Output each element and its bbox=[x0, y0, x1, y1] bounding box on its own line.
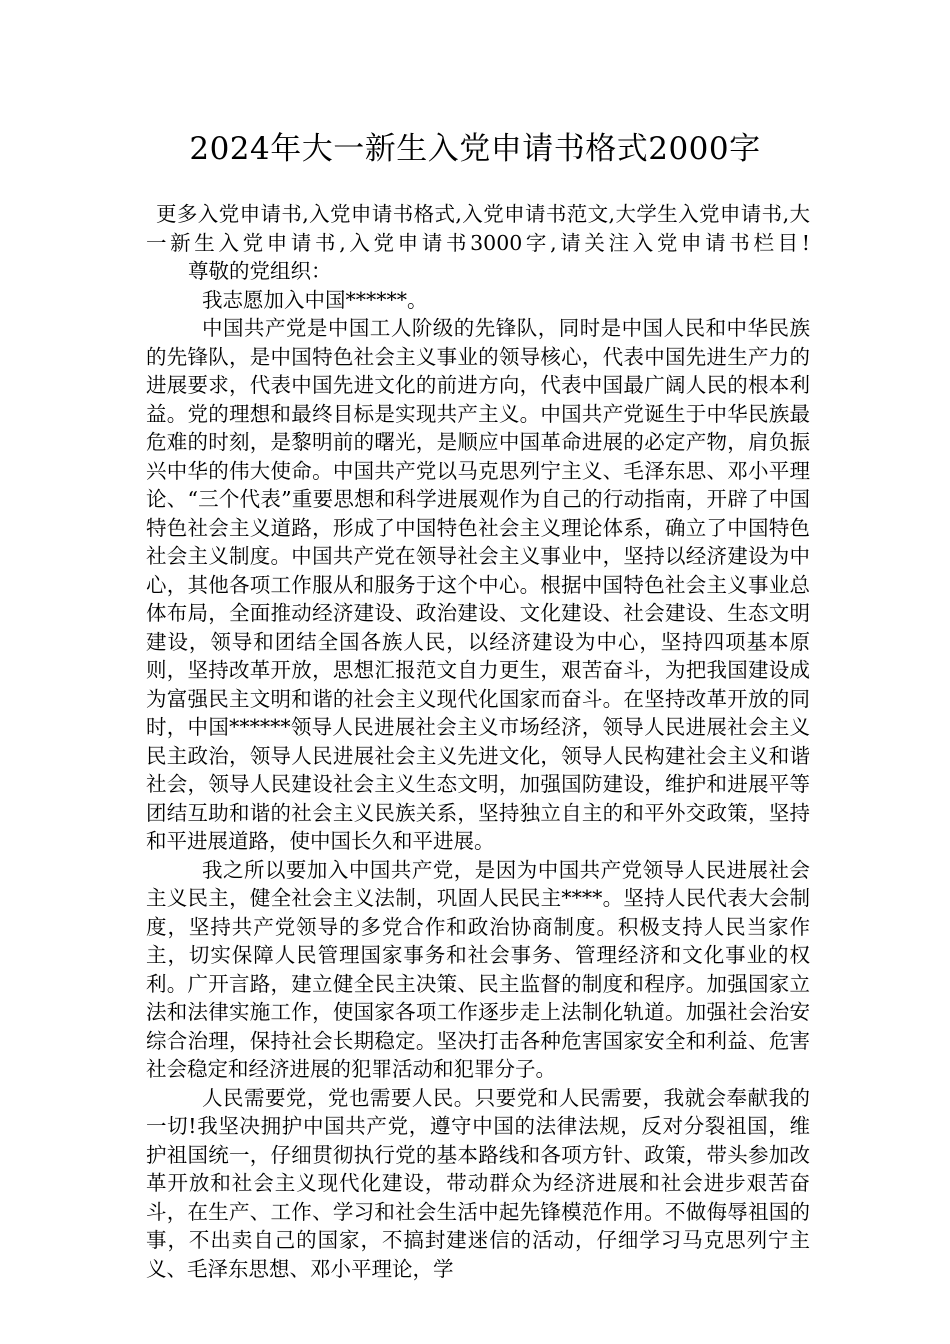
paragraph-3: 我之所以要加入中国共产党，是因为中国共产党领导人民进展社会主义民主，健全社会主义法制，巩固人民民主****。坚持人民代表大会制度，坚持共产党领导的多党合作和政治协商制度。积极支持人民当家作主，切实保障人民管理国家事务和社会事务、管理经济和文化事业的权利。广开言路，建立健全民主决策、民主监督的制度和程序。加强国家立法和法律实施工作，使国家各项工作逐步走上法制化轨道。加强社会治安综合治理，保持社会长期稳定。坚决打击各种危害国家安全和利益、危害社会稳定和经济进展的犯罪活动和犯罪分子。 bbox=[146, 857, 810, 1081]
paragraph-4: 人民需要党，党也需要人民。只要党和人民需要，我就会奉献我的一切!我坚决拥护中国共产党，遵守中国的法律法规，反对分裂祖国，维护祖国统一，仔细贯彻执行党的基本路线和各项方针、政策，带头参加改革开放和社会主义现代化建设，带动群众为经济进展和社会进步艰苦奋斗，在生产、工作、学习和社会生活中起先锋模范作用。不做侮辱祖国的事，不出卖自己的国家，不搞封建迷信的活动，仔细学习马克思列宁主义、毛泽东思想、邓小平理论，学 bbox=[146, 1085, 810, 1281]
intro-paragraph bbox=[146, 200, 810, 286]
greeting: 尊敬的党组织： bbox=[188, 259, 332, 283]
paragraph-2: 中国共产党是中国工人阶级的先锋队，同时是中国人民和中华民族的先锋队，是中国特色社会主义事业的领导核心，代表中国先进生产力的进展要求，代表中国先进文化的前进方向，代表中国最广阔人民的根本利益。党的理想和最终目标是实现共产主义。中国共产党诞生于中华民族最危难的时刻，是黎明前的曙光，是顺应中国革命进展的必定产物，肩负振兴中华的伟大使命。中国共产党以马克思列宁主义、毛泽东思、邓小平理论、“三个代表”重要思想和科学进展观作为自己的行动指南，开辟了中国特色社会主义道路，形成了中国特色社会主义理论体系，确立了中国特色社会主义制度。中国共产党在领导社会主义事业中，坚持以经济建设为中心，其他各项工作服从和服务于这个中心。根据中国特色社会主义事业总体布局，全面推动经济建设、政治建设、文化建设、社会建设、生态文明建设，领导和团结全国各族人民，以经济建设为中心，坚持四项基本原则，坚持改革开放，思想汇报范文自力更生，艰苦奋斗，为把我国建设成为富强民主文明和谐的社会主义现代化国家而奋斗。在坚持改革开放的同时，中国******领导人民进展社会主义市场经济，领导人民进展社会主义民主政治，领导人民进展社会主义先进文化，领导人民构建社会主义和谐社会，领导人民建设社会主义生态文明，加强国防建设，维护和进展平等团结互助和谐的社会主义民族关系，坚持独立自主的和平外交政策，坚持和平进展道路，使中国长久和平进展。 bbox=[146, 316, 810, 853]
intro-text: 更多入党申请书,入党申请书格式,入党申请书范文,大学生入党申请书,大一新生入党申请书,入党申请书3000字,请关注入党申请书栏目! bbox=[146, 202, 810, 255]
document-body bbox=[146, 200, 810, 1283]
document-title: 2024年大一新生入党申请书格式2000字 bbox=[189, 131, 761, 167]
paragraph-1: 我志愿加入中国******。 bbox=[202, 287, 428, 312]
